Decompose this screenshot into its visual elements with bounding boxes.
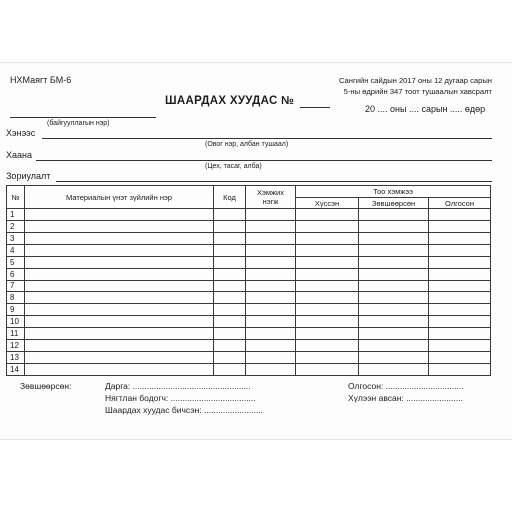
table-row (7, 316, 491, 328)
table-cell[interactable] (429, 340, 491, 352)
organization-name-line[interactable] (10, 117, 156, 118)
table-cell[interactable] (429, 256, 491, 268)
accountant-signature-line[interactable]: Нягтлан бодогч: .................................... (105, 393, 256, 403)
col-quantity-header: Тоо хэмжээ (296, 186, 491, 198)
table-cell[interactable] (429, 328, 491, 340)
col-unit-header (246, 186, 296, 209)
table-cell[interactable] (359, 244, 429, 256)
table-cell[interactable] (246, 340, 296, 352)
writer-signature-line[interactable]: Шаардах хуудас бичсэн: ......................... (105, 405, 264, 415)
table-cell[interactable] (296, 232, 359, 244)
table-row (7, 244, 491, 256)
table-cell[interactable] (25, 316, 214, 328)
date-line[interactable]: 20 .... оны .... сарын ..... өдөр (365, 104, 486, 114)
table-cell[interactable] (25, 304, 214, 316)
table-cell[interactable] (246, 232, 296, 244)
table-cell[interactable] (214, 340, 246, 352)
table-cell[interactable] (359, 340, 429, 352)
table-cell[interactable] (296, 280, 359, 292)
from-line[interactable] (42, 138, 492, 139)
table-cell[interactable] (429, 292, 491, 304)
table-row (7, 256, 491, 268)
table-cell[interactable] (296, 209, 359, 221)
table-cell[interactable] (214, 363, 246, 375)
table-cell[interactable] (246, 256, 296, 268)
materials-table (6, 185, 491, 376)
row-number: 13 (7, 352, 25, 364)
table-cell[interactable] (296, 268, 359, 280)
table-cell[interactable] (429, 363, 491, 375)
table-cell[interactable] (429, 304, 491, 316)
col-code-header: Код (214, 186, 246, 209)
decree-line-2: 5-ны өдрийн 347 тоот тушаалын хавсралт (343, 87, 492, 96)
table-cell[interactable] (359, 209, 429, 221)
table-row (7, 280, 491, 292)
col-requested-header: Хүссэн (296, 198, 359, 209)
table-cell[interactable] (246, 244, 296, 256)
table-cell[interactable] (359, 232, 429, 244)
table-cell[interactable] (246, 280, 296, 292)
table-cell[interactable] (214, 304, 246, 316)
table-cell[interactable] (296, 328, 359, 340)
table-cell[interactable] (246, 268, 296, 280)
table-cell[interactable] (25, 232, 214, 244)
table-row (7, 220, 491, 232)
decree-reference (339, 75, 492, 97)
table-cell[interactable] (246, 352, 296, 364)
table-cell[interactable] (214, 256, 246, 268)
row-number: 7 (7, 280, 25, 292)
table-cell[interactable] (214, 220, 246, 232)
col-number-header: № (7, 186, 25, 209)
approved-label: Зөвшөөрсөн: (20, 381, 72, 391)
table-cell[interactable] (25, 256, 214, 268)
issued-signature-line[interactable]: Олгосон: ................................. (348, 381, 464, 391)
row-number: 4 (7, 244, 25, 256)
col-material-name-header: Материалын үнэт зүйлийн нэр (25, 186, 214, 209)
table-cell[interactable] (359, 352, 429, 364)
row-number: 11 (7, 328, 25, 340)
table-cell[interactable] (246, 316, 296, 328)
table-cell[interactable] (214, 352, 246, 364)
table-cell[interactable] (429, 352, 491, 364)
col-unit-header-line-1: Хэмжих (257, 188, 284, 197)
table-row (7, 292, 491, 304)
table-cell[interactable] (359, 292, 429, 304)
table-cell[interactable] (214, 328, 246, 340)
table-cell[interactable] (296, 316, 359, 328)
table-cell[interactable] (25, 220, 214, 232)
table-cell[interactable] (359, 268, 429, 280)
table-cell[interactable] (246, 220, 296, 232)
table-cell[interactable] (359, 280, 429, 292)
table-cell[interactable] (429, 232, 491, 244)
row-number: 9 (7, 304, 25, 316)
row-number: 10 (7, 316, 25, 328)
table-row (7, 363, 491, 375)
table-cell[interactable] (359, 220, 429, 232)
table-cell[interactable] (214, 292, 246, 304)
row-number: 5 (7, 256, 25, 268)
row-number: 3 (7, 232, 25, 244)
table-cell[interactable] (25, 280, 214, 292)
where-caption: (Цех, тасаг, алба) (205, 163, 262, 170)
table-cell[interactable] (296, 352, 359, 364)
table-cell[interactable] (25, 244, 214, 256)
table-cell[interactable] (429, 220, 491, 232)
table-cell[interactable] (296, 256, 359, 268)
table-cell[interactable] (359, 316, 429, 328)
where-line[interactable] (36, 160, 492, 161)
table-cell[interactable] (246, 292, 296, 304)
purpose-label: Зориулалт (6, 171, 51, 181)
table-cell[interactable] (246, 363, 296, 375)
table-cell[interactable] (25, 328, 214, 340)
organization-caption: (байгууллагын нэр) (47, 120, 110, 127)
table-row (7, 209, 491, 221)
where-label: Хаана (6, 150, 32, 160)
table-cell[interactable] (25, 363, 214, 375)
table-cell[interactable] (246, 209, 296, 221)
table-cell[interactable] (214, 244, 246, 256)
from-caption: (Овог нэр, албан тушаал) (205, 141, 289, 148)
table-cell[interactable] (214, 232, 246, 244)
table-cell[interactable] (214, 280, 246, 292)
table-row (7, 232, 491, 244)
table-row (7, 352, 491, 364)
table-cell[interactable] (429, 209, 491, 221)
table-cell[interactable] (296, 304, 359, 316)
director-signature-line[interactable]: Дарга: .................................................. (105, 381, 251, 391)
row-number: 6 (7, 268, 25, 280)
table-cell[interactable] (296, 220, 359, 232)
table-cell[interactable] (25, 292, 214, 304)
table-row (7, 340, 491, 352)
table-cell[interactable] (25, 209, 214, 221)
received-signature-line[interactable]: Хүлээн авсан: ........................ (348, 393, 463, 403)
table-row (7, 328, 491, 340)
table-cell[interactable] (296, 363, 359, 375)
table-cell[interactable] (429, 268, 491, 280)
form-code: НХМаягт БМ-6 (10, 75, 72, 85)
row-number: 2 (7, 220, 25, 232)
table-cell[interactable] (214, 316, 246, 328)
row-number: 1 (7, 209, 25, 221)
table-cell[interactable] (429, 280, 491, 292)
row-number: 8 (7, 292, 25, 304)
row-number: 12 (7, 340, 25, 352)
col-unit-header-line-2: нэгж (262, 197, 279, 206)
table-cell[interactable] (296, 340, 359, 352)
requisition-form (0, 62, 512, 440)
table-cell[interactable] (214, 209, 246, 221)
table-cell[interactable] (25, 352, 214, 364)
table-cell[interactable] (246, 328, 296, 340)
col-approved-header: Зөвшөөрсөн (359, 198, 429, 209)
table-cell[interactable] (429, 316, 491, 328)
table-cell[interactable] (214, 268, 246, 280)
table-cell[interactable] (25, 268, 214, 280)
table-cell[interactable] (296, 244, 359, 256)
table-row (7, 268, 491, 280)
table-cell[interactable] (296, 292, 359, 304)
table-row (7, 304, 491, 316)
table-cell[interactable] (359, 363, 429, 375)
row-number: 14 (7, 363, 25, 375)
decree-line-1: Сангийн сайдын 2017 оны 12 дугаар сарын (338, 76, 492, 85)
purpose-line[interactable] (56, 181, 492, 182)
table-cell[interactable] (359, 304, 429, 316)
table-cell[interactable] (359, 328, 429, 340)
table-cell[interactable] (246, 304, 296, 316)
table-cell[interactable] (429, 244, 491, 256)
table-cell[interactable] (25, 340, 214, 352)
form-number-line[interactable] (300, 107, 330, 108)
table-cell[interactable] (359, 256, 429, 268)
col-issued-header: Олгосон (429, 198, 491, 209)
from-label: Хэнээс (6, 128, 36, 138)
form-title: ШААРДАХ ХУУДАС № (165, 95, 295, 107)
